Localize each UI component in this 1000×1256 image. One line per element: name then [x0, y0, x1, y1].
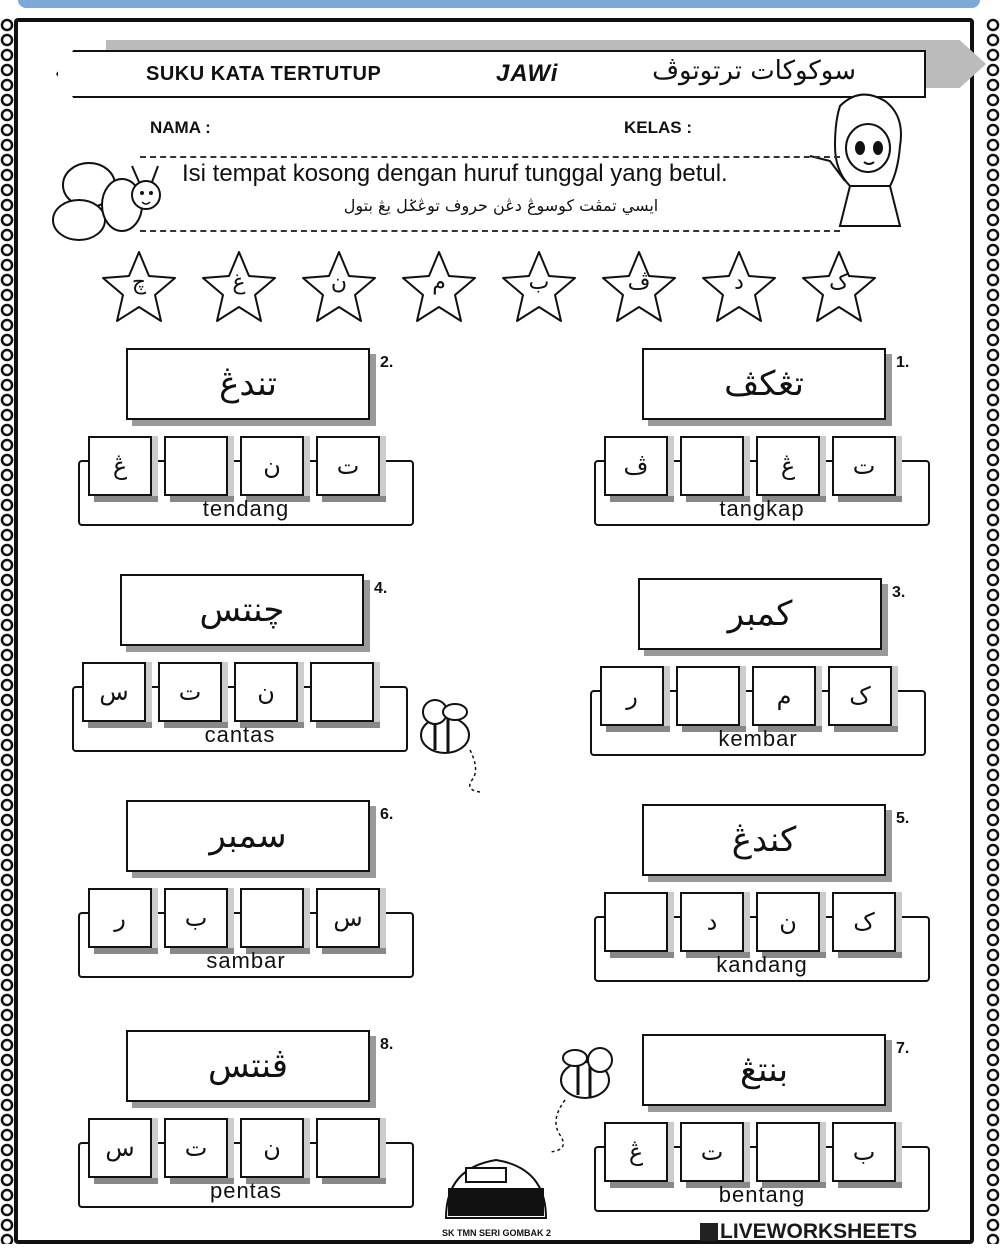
liveworksheets-logo-icon [700, 1223, 718, 1241]
letter-slot: ن [234, 662, 298, 722]
page-title: SUKU KATA TERTUTUP [146, 63, 382, 85]
question-6 [78, 800, 418, 990]
letter-slot: د [680, 892, 744, 952]
jawi-word: ڤنتس [207, 1046, 289, 1086]
letter-slot: ڠ [88, 436, 152, 496]
question-4 [72, 574, 412, 764]
jawi-word: سمبر [209, 816, 287, 856]
ustazah-logo-icon [436, 1148, 556, 1228]
letter-slots [604, 1122, 920, 1186]
letter-slot: ک [832, 892, 896, 952]
jawi-word-box [642, 804, 886, 876]
letter-slot: ن [240, 1118, 304, 1178]
jawi-word-box [126, 348, 370, 420]
letter-bank-letter: م [432, 270, 446, 295]
jawi-word-box [120, 574, 364, 646]
left-scallop-border [0, 18, 14, 1244]
letter-bank-star[interactable] [800, 248, 878, 326]
letter-bank-letter: غ [232, 270, 246, 295]
answer-input[interactable] [756, 1122, 820, 1182]
letter-slot: ب [164, 888, 228, 948]
letter-slot: ن [240, 436, 304, 496]
answer-input[interactable] [310, 662, 374, 722]
jawi-word-box [642, 348, 886, 420]
letter-bank-star[interactable] [700, 248, 778, 326]
letter-bank-letter: ک [829, 270, 849, 295]
jawi-word-box [642, 1034, 886, 1106]
letter-slot: س [316, 888, 380, 948]
instruction-text: Isi tempat kosong dengan huruf tunggal yang betul. [182, 160, 728, 187]
brand-label: LIVEWORKSHEETS [720, 1220, 918, 1243]
jawi-word: بنتڠ [739, 1050, 789, 1090]
name-label: NAMA : [150, 118, 211, 137]
question-5 [594, 804, 934, 994]
letter-bank [100, 248, 900, 326]
letter-slot: ن [756, 892, 820, 952]
letter-bank-letter: ب [528, 270, 550, 295]
letter-slot: ت [832, 436, 896, 496]
letter-slot: س [82, 662, 146, 722]
class-label: KELAS : [624, 118, 692, 137]
question-2 [78, 348, 418, 538]
jawi-word-box [126, 1030, 370, 1102]
answer-input[interactable] [676, 666, 740, 726]
question-7 [594, 1034, 934, 1224]
letter-slots [82, 662, 398, 726]
letter-slot: ر [600, 666, 664, 726]
rumi-word: tangkap [719, 496, 805, 521]
letter-slot: ت [158, 662, 222, 722]
letter-slot: ت [680, 1122, 744, 1182]
jawi-word-box [126, 800, 370, 872]
question-1 [594, 348, 934, 538]
letter-slot: م [752, 666, 816, 726]
question-number: 1. [896, 354, 910, 371]
rumi-word: bentang [718, 1182, 806, 1207]
letter-slots [600, 666, 916, 730]
question-number: 5. [896, 810, 910, 827]
answer-input[interactable] [604, 892, 668, 952]
letter-slot: ت [164, 1118, 228, 1178]
letter-slot: ر [88, 888, 152, 948]
letter-slot: س [88, 1118, 152, 1178]
question-number: 7. [896, 1040, 910, 1057]
arabic-title: سوكوكات ترتوتوڤ [652, 56, 856, 86]
top-accent-bar [18, 0, 980, 8]
letter-slots [88, 1118, 404, 1182]
girl-character-icon [800, 86, 920, 236]
letter-slots [604, 436, 920, 500]
answer-input[interactable] [680, 436, 744, 496]
answer-input[interactable] [240, 888, 304, 948]
letter-bank-star[interactable] [400, 248, 478, 326]
answer-input[interactable] [164, 436, 228, 496]
rumi-word: kandang [716, 952, 808, 977]
letter-slot: ڠ [756, 436, 820, 496]
letter-bank-letter: ڤ [627, 270, 651, 295]
question-3 [590, 578, 930, 768]
butterfly-icon [34, 150, 164, 250]
question-number: 4. [374, 580, 388, 597]
question-8 [78, 1030, 418, 1220]
jawi-word: كندڠ [731, 820, 797, 860]
school-name: SK TMN SERI GOMBAK 2 [442, 1228, 552, 1238]
question-number: 3. [892, 584, 906, 601]
letter-slot: ب [832, 1122, 896, 1182]
letter-slot: ڤ [604, 436, 668, 496]
instruction-top-line [140, 156, 840, 158]
bee-icon [530, 1040, 630, 1160]
jawi-word-box [638, 578, 882, 650]
letter-bank-star[interactable] [500, 248, 578, 326]
letter-bank-letter: د [734, 270, 744, 295]
rumi-word: kembar [718, 726, 798, 751]
letter-slot: ت [316, 436, 380, 496]
answer-input[interactable] [316, 1118, 380, 1178]
instruction-bottom-line [140, 230, 840, 232]
rumi-word: sambar [206, 948, 286, 973]
question-number: 2. [380, 354, 394, 371]
jawi-label: JAWi [496, 60, 559, 87]
letter-bank-star[interactable] [100, 248, 178, 326]
rumi-word: cantas [204, 722, 276, 747]
rumi-word: pentas [209, 1178, 283, 1203]
bee-icon [400, 690, 510, 800]
letter-bank-letter: ن [330, 270, 348, 295]
jawi-word: كمبر [727, 594, 793, 634]
letter-bank-star[interactable] [300, 248, 378, 326]
jawi-word: تندڠ [219, 364, 277, 404]
letter-slots [88, 888, 404, 952]
letter-slot: ک [828, 666, 892, 726]
letter-bank-star[interactable] [200, 248, 278, 326]
letter-bank-star[interactable] [600, 248, 678, 326]
jawi-word: تڠكڤ [724, 364, 804, 404]
letter-slots [604, 892, 920, 956]
liveworksheets-logo[interactable] [700, 1220, 917, 1244]
right-scallop-border [986, 18, 1000, 1244]
rumi-word: tendang [202, 496, 290, 521]
question-number: 6. [380, 806, 394, 823]
jawi-word: چنتس [199, 590, 285, 630]
question-number: 8. [380, 1036, 394, 1053]
letter-bank-letter: چ [131, 270, 147, 295]
letter-slots [88, 436, 404, 500]
letter-slot: ڠ [604, 1122, 668, 1182]
instruction-jawi: ايسي تمڤت كوسوڠ دڠن حروف توڠݢل يڠ بتول [343, 196, 659, 215]
